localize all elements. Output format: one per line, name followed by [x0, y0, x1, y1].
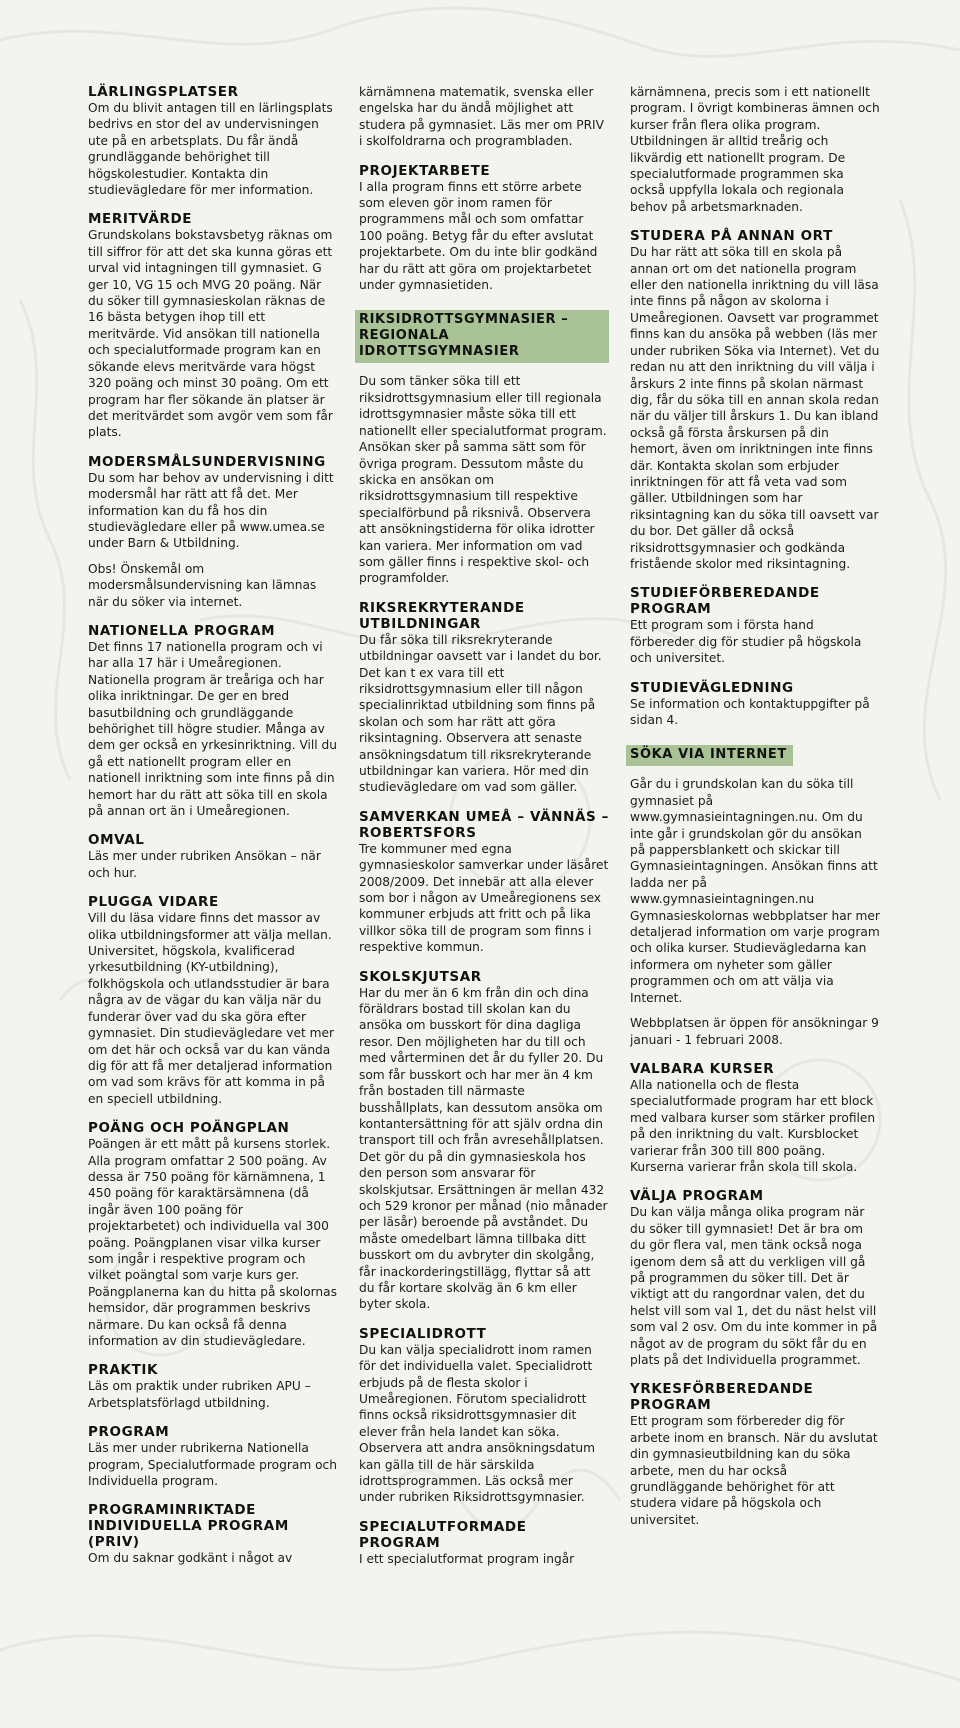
section-paragraph: Du kan välja många olika program när du söker till gymnasiet! Det är bra om du gör flera val, men tänk också noga igenom dem så att du verkligen vill gå på programmen du söker till. Det är viktigt att du rangordnar valen, det du helst vill som val 1, det du näst helst vill som val 2 osv. Om du inte kommer in på något av de program du sökt får du en plats på det Individuella programmet. — [630, 1205, 878, 1367]
section-heading: VALBARA KURSER — [630, 1060, 775, 1077]
section-heading: STUDERA PÅ ANNAN ORT — [630, 228, 833, 245]
section-riksidrottsgymnasier-regionala-idrottsgymnasier — [359, 306, 609, 586]
section-paragraph: Du får söka till riksrekryterande utbildningar oavsett var i landet du bor. Det kan t ex vara till ett riksidrottsgymnasium eller till någon specialinriktad utbildning som finns på skolan och som har rätt att göra riksintagning. Observera att senaste ansökningsdatum till riksrekryterande utbildningar kan variera. Hör med din studievägledare om vad som gäller. — [359, 632, 602, 795]
section-heading: PROGRAMINRIKTADE INDIVIDUELLA PROGRAM (PRIV) — [88, 1502, 289, 1551]
section-paragraph: Du som tänker söka till ett riksidrottsgymnasium eller till regionala idrottsgymnasier måste söka till ett nationellt eller specialutformat program. Ansökan sker på samma sätt som för övriga program. Dessutom måste du skicka en ansökan om riksidrottsgymnasium till respektive specialförbund på riksnivå. Observera att ansökningstiderna för olika idrotter kan variera. Mer information om vad som gäller finns i respektive skol- och programfolder. — [359, 374, 607, 586]
section-paragraph: Har du mer än 6 km från din och dina föräldrars bostad till skolan kan du ansöka om busskort för dina dagliga resor. Den möjligheten har du till och med vårterminen det år du fyller 20. Du som får busskort och har mer än 4 km från bostaden till närmaste busshållplats, kan dessutom ansöka om kontantersättning för att själv ordna din transport till och från avresehållplatsen. Det gör du på din gymnasieskola hos den person som ansvarar för skolskjutsar. Ersättningen är mellan 432 och 529 kronor per månad (nio månader per läsår) beroende på avståndet. Du måste omedelbart lämna tillbaka ditt busskort om du avbryter din skolgång, får inackorderingstillägg, flyttar så att du får kortare skolväg än 6 km eller byter skola. — [359, 985, 608, 1312]
section-heading: RIKSREKRYTERANDE UTBILDNINGAR — [359, 599, 525, 632]
section-heading: SAMVERKAN UMEÅ – VÄNNÄS – ROBERTSFORS — [359, 808, 609, 841]
section-heading: STUDIEVÄGLEDNING — [630, 679, 794, 696]
section-heading: SKOLSKJUTSAR — [359, 968, 482, 985]
section-paragraph: Om du blivit antagen till en lärlingsplats bedrivs en stor del av undervisningen ute på en arbetsplats. Du får ändå grundläggande behörighet till högskolestudier. Kontakta din studievägledare för mer information. — [88, 101, 333, 198]
section-paragraph: Det finns 17 nationella program och vi har alla 17 här i Umeåregionen. Nationella program är treåriga och har olika inriktningar. De ger en bred basutbildning och grundläggande behörighet till högre studier. Många av dem ger också en yrkesinriktning. Vill du gå ett nationellt program eller en nationell inriktning som inte finns på din hemort har du rätt att söka till en skola på annan ort än i Umeåregionen. — [88, 639, 338, 819]
section-projektarbete — [359, 163, 609, 294]
section-studievagledning — [630, 680, 880, 729]
section-paragraph: Obs! Önskemål om modersmålsundervisning kan lämnas när du söker via internet. — [88, 561, 317, 609]
section-heading: NATIONELLA PROGRAM — [88, 622, 276, 639]
section-heading: MODERSMÅLSUNDERVISNING — [88, 453, 326, 470]
section-skolskjutsar — [359, 969, 609, 1313]
section-heading: RIKSIDROTTSGYMNASIER – REGIONALA IDROTTSGYMNASIER — [359, 312, 569, 360]
section-paragraph: kärnämnena matematik, svenska eller engelska har du ändå möjlighet att studera på gymnasiet. Läs mer om PRIV i skolfoldrarna och programbladen. — [359, 85, 604, 149]
section-poang-och-poangplan — [88, 1120, 338, 1349]
section-soka-via-internet — [630, 741, 880, 1048]
column-2 — [359, 84, 609, 1580]
section-riksrekryterande-utbildningar — [359, 600, 609, 796]
section-program — [88, 1424, 338, 1489]
section-heading: LÄRLINGSPLATSER — [88, 84, 239, 100]
section-heading: SÖKA VIA INTERNET — [630, 747, 787, 763]
section-banner — [626, 745, 793, 766]
section-paragraph: Tre kommuner med egna gymnasieskolor samverkar under läsåret 2008/2009. Det innebär att alla elever som bor i någon av Umeåregionens sex kommuner erbjuds att fritt och på lika villkor söka till de program som finns i respektive kommun. — [359, 841, 609, 955]
section-heading: PRAKTIK — [88, 1362, 159, 1379]
section-paragraph: Grundskolans bokstavsbetyg räknas om till siffror för att det ska kunna göras ett urval vid intagningen till gymnasiet. G ger 10, VG 15 och MVG 20 poäng. När du söker till gymnasieskolan räknas de 16 bästa betygen ihop till ett meritvärde. Vid ansökan till nationella och specialutformade program kan en sökande elevs meritvärde vara högst 320 poäng och minst 30 poäng. Om ett program har fler sökande än platser är det meritvärdet som avgör vem som får plats. — [88, 228, 333, 440]
section-nationella-program — [88, 623, 338, 819]
section-paragraph: Om du saknar godkänt i något av — [88, 1551, 293, 1566]
section-omval — [88, 832, 338, 881]
section-modersmalsundervisning — [88, 454, 338, 610]
section-heading: SPECIALUTFORMADE PROGRAM — [359, 1518, 527, 1551]
section-paragraph: Du kan välja specialidrott inom ramen för det individuella valet. Specialidrott erbjuds på de flesta skolor i Umeåregionen. Förutom specialidrott finns också riksidrottsgymnasier dit elever från hela landet kan söka. Observera att andra ansökningsdatum kan gälla till de här särskilda idrottsprogrammen. Läs också mer under rubriken Riksidrottsgymnasier. — [359, 1342, 595, 1505]
section-continued — [359, 84, 609, 150]
section-programinriktade-individuella-program-priv — [88, 1502, 338, 1566]
section-samverkan-umea-vannas-robertsfors — [359, 809, 609, 956]
section-heading: YRKESFÖRBEREDANDE PROGRAM — [630, 1381, 814, 1414]
section-banner — [355, 310, 609, 363]
section-praktik — [88, 1362, 338, 1411]
section-heading: PROJEKTARBETE — [359, 162, 491, 179]
section-heading: SPECIALIDROTT — [359, 1325, 487, 1342]
section-studera-pa-annan-ort — [630, 228, 880, 572]
section-specialutformade-program — [359, 1519, 609, 1567]
section-paragraph: I alla program finns ett större arbete som eleven gör inom ramen för programmens mål och som omfattar 100 poäng. Betyg får du efter avslutat projektarbete. Om du inte blir godkänd har du rätt att göra om projektarbetet under gymnasietiden. — [359, 179, 598, 293]
section-paragraph: Läs mer under rubriken Ansökan – när och hur. — [88, 849, 321, 880]
section-valja-program — [630, 1188, 880, 1368]
column-1 — [88, 84, 338, 1580]
column-3 — [630, 84, 880, 1541]
section-paragraph: Läs om praktik under rubriken APU – Arbetsplatsförlagd utbildning. — [88, 1379, 311, 1410]
section-heading: MERITVÄRDE — [88, 211, 193, 228]
section-paragraph: I ett specialutformat program ingår — [359, 1551, 575, 1566]
section-paragraph: Vill du läsa vidare finns det massor av olika utbildningsformer att välja mellan. Universitet, högskola, kvalificerad yrkesutbildning (KY-utbildning), folkhögskola och utlandsstudier är bara några av de vägar du kan välja när du funderar över vad du ska göra efter gymnasiet. Din studievägledare vet mer om det här och också var du kan vända dig för att få mer detaljerad information om vad som krävs för att komma in på en speciell utbildning. — [88, 911, 334, 1106]
section-heading: OMVAL — [88, 832, 145, 849]
section-paragraph: Ett program som förbereder dig för arbete inom en bransch. När du avslutat din gymnasieutbildning kan du söka arbete, men du har också grundläggande behörighet för att studera vidare på högskola och universitet. — [630, 1414, 878, 1527]
section-paragraph: Läs mer under rubrikerna Nationella program, Specialutformade program och Individuella program. — [88, 1441, 337, 1489]
section-paragraph: Se information och kontaktuppgifter på sidan 4. — [630, 696, 870, 727]
section-heading: STUDIEFÖRBEREDANDE PROGRAM — [630, 585, 820, 618]
section-heading: VÄLJA PROGRAM — [630, 1188, 764, 1205]
section-heading: PROGRAM — [88, 1424, 170, 1441]
section-paragraph: kärnämnena, precis som i ett nationellt program. I övrigt kombineras ämnen och kurser från flera olika program. Utbildningen är alltid treårig och likvärdig ett nationellt program. De specialutformade programmen ska också uppfylla lokala och regionala behov på arbetsmarknaden. — [630, 85, 880, 214]
section-paragraph: Du som har behov av undervisning i ditt modersmål har rätt att få det. Mer information kan du få hos din studievägledare eller på www.umea.se under Barn & Utbildning. — [88, 470, 334, 551]
section-larlingsplatser — [88, 84, 338, 198]
section-paragraph: Går du i grundskolan kan du söka till gymnasiet på www.gymnasieintagningen.nu. Om du inte går i grundskolan gör du ansökan på pappersblankett och skickar till Gymnasieintagningen. Ansökan finns att ladda ner på www.gymnasieintagningen.nu Gymnasieskolornas webbplatser har mer detaljerad information om varje program och olika kurser. Studievägledarna kan informera om nyheter som gäller programmen och om att välja via Internet. — [630, 777, 880, 1005]
section-valbara-kurser — [630, 1061, 880, 1175]
section-paragraph: Alla nationella och de flesta specialutformade program har ett block med valbara kurser som stärker profilen på den inriktning du valt. Kursblocket varierar från 300 till 800 poäng. Kurserna varierar från skola till skola. — [630, 1077, 876, 1174]
section-specialidrott — [359, 1326, 609, 1506]
section-paragraph: Du har rätt att söka till en skola på annan ort om det nationella program eller den nationella inriktning du vill läsa inte finns på någon av skolorna i Umeåregionen. Oavsett var programmet finns kan du ansöka på webben (läs mer under rubriken Söka via Internet). Vet du redan nu att den inriktning du vill välja i årskurs 2 inte finns på skolan närmast dig, får du söka till en annan skola redan när du väljer till årskurs 1. Du kan ibland också gå första årskursen på din hemort, även om inriktningen inte finns där. Kontakta skolan som erbjuder inriktningen för att få veta vad som gäller. Utbildningen som har riksintagning kan du söka till oavsett var du bor. Det gäller då också riksidrottsgymnasier och godkända fristående skolor med riksintagning. — [630, 245, 880, 571]
section-paragraph: Ett program som i första hand förbereder dig för studier på högskola och universitet. — [630, 618, 862, 666]
section-meritvarde — [88, 211, 338, 440]
section-studieforberedande-program — [630, 585, 880, 666]
section-plugga-vidare — [88, 894, 338, 1107]
section-heading: PLUGGA VIDARE — [88, 894, 219, 911]
section-heading: POÄNG OCH POÄNGPLAN — [88, 1120, 290, 1137]
section-continued — [630, 84, 880, 215]
section-paragraph: Poängen är ett mått på kursens storlek. Alla program omfattar 2 500 poäng. Av dessa är 750 poäng för kärnämnena, 1 450 poäng för karaktärsämnena (då ingår även 100 poäng för projektarbetet) och individuella val 300 poäng. Poängplanen visar vilka kurser som ingår i respektive program och vilket poängtal som varje kurs ger. Poängplanerna kan du hitta på skolornas hemsidor, där programmen beskrivs närmare. Du kan också få denna information av din studievägledare. — [88, 1137, 337, 1348]
section-paragraph: Webbplatsen är öppen för ansökningar 9 januari - 1 februari 2008. — [630, 1016, 879, 1047]
section-yrkesforberedande-program — [630, 1381, 880, 1528]
